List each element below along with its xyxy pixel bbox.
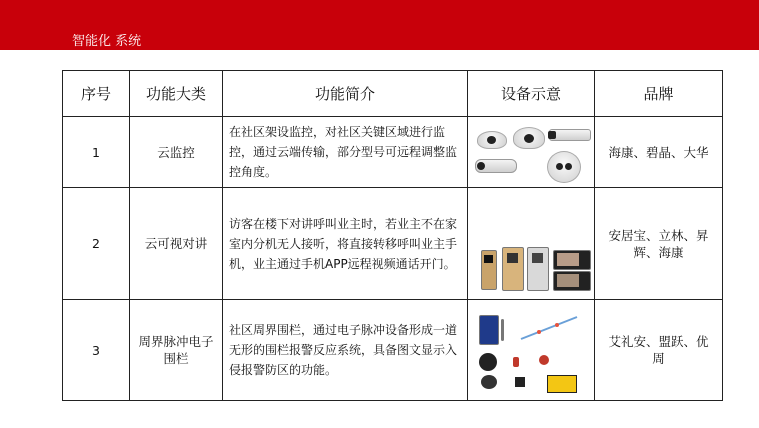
indoor-monitor-icon <box>553 271 591 291</box>
row-category: 云监控 <box>130 117 223 188</box>
column-header-brand: 品牌 <box>595 71 723 117</box>
insulator-icon <box>481 375 497 389</box>
pulse-host-icon <box>479 315 499 345</box>
table-row <box>63 300 723 401</box>
header-title: 智能化 系统 <box>72 34 142 48</box>
column-header-num: 序号 <box>63 71 130 117</box>
bullet-camera-icon <box>475 159 517 173</box>
ptz-camera-icon <box>547 151 581 183</box>
row-device-image <box>468 188 595 300</box>
indoor-monitor-icon <box>553 250 591 270</box>
siren-icon <box>539 355 549 365</box>
wire-coil-icon <box>479 353 497 371</box>
connector-icon <box>515 377 525 387</box>
column-header-category: 功能大类 <box>130 71 223 117</box>
row-number: 3 <box>63 300 130 401</box>
video-intercom-image <box>469 194 593 294</box>
warning-sign-icon <box>547 375 577 393</box>
intercom-panel-gold-icon <box>481 250 497 290</box>
fence-post-icon <box>501 319 504 341</box>
intercom-panel-door-icon <box>502 247 524 291</box>
row-brand: 海康、碧晶、大华 <box>595 117 723 188</box>
row-number: 2 <box>63 188 130 300</box>
row-number: 1 <box>63 117 130 188</box>
table-row <box>63 188 723 300</box>
function-table <box>62 70 723 401</box>
row-device-image <box>468 117 595 188</box>
table-row <box>63 117 723 188</box>
column-header-device: 设备示意 <box>468 71 595 117</box>
row-description: 社区周界围栏，通过电子脉冲设备形成一道无形的围栏报警反应系统，具备图文显示入侵报警防区的功能。 <box>223 300 468 401</box>
table-header-row <box>63 71 723 117</box>
intercom-panel-silver-icon <box>527 247 549 291</box>
header-banner <box>0 0 759 50</box>
row-device-image <box>468 300 595 401</box>
row-category: 周界脉冲电子围栏 <box>130 300 223 401</box>
turret-camera-icon <box>513 127 545 149</box>
row-description: 在社区架设监控，对社区关键区域进行监控，通过云端传输，部分型号可远程调整监控角度。 <box>223 117 468 188</box>
fence-wire-icon <box>519 313 579 343</box>
security-cameras-image <box>469 121 593 183</box>
electric-fence-image <box>469 303 593 397</box>
alarm-light-icon <box>513 357 519 367</box>
row-description: 访客在楼下对讲呼叫业主时，若业主不在家室内分机无人接听，将直接转移呼叫业主手机，业主通过手机APP远程视频通话开门。 <box>223 188 468 300</box>
row-category: 云可视对讲 <box>130 188 223 300</box>
function-table-container <box>62 70 722 398</box>
row-brand: 艾礼安、盟跃、优周 <box>595 300 723 401</box>
row-brand: 安居宝、立林、昇辉、海康 <box>595 188 723 300</box>
dome-camera-icon <box>477 131 507 149</box>
column-header-description: 功能简介 <box>223 71 468 117</box>
box-camera-icon <box>549 129 591 141</box>
